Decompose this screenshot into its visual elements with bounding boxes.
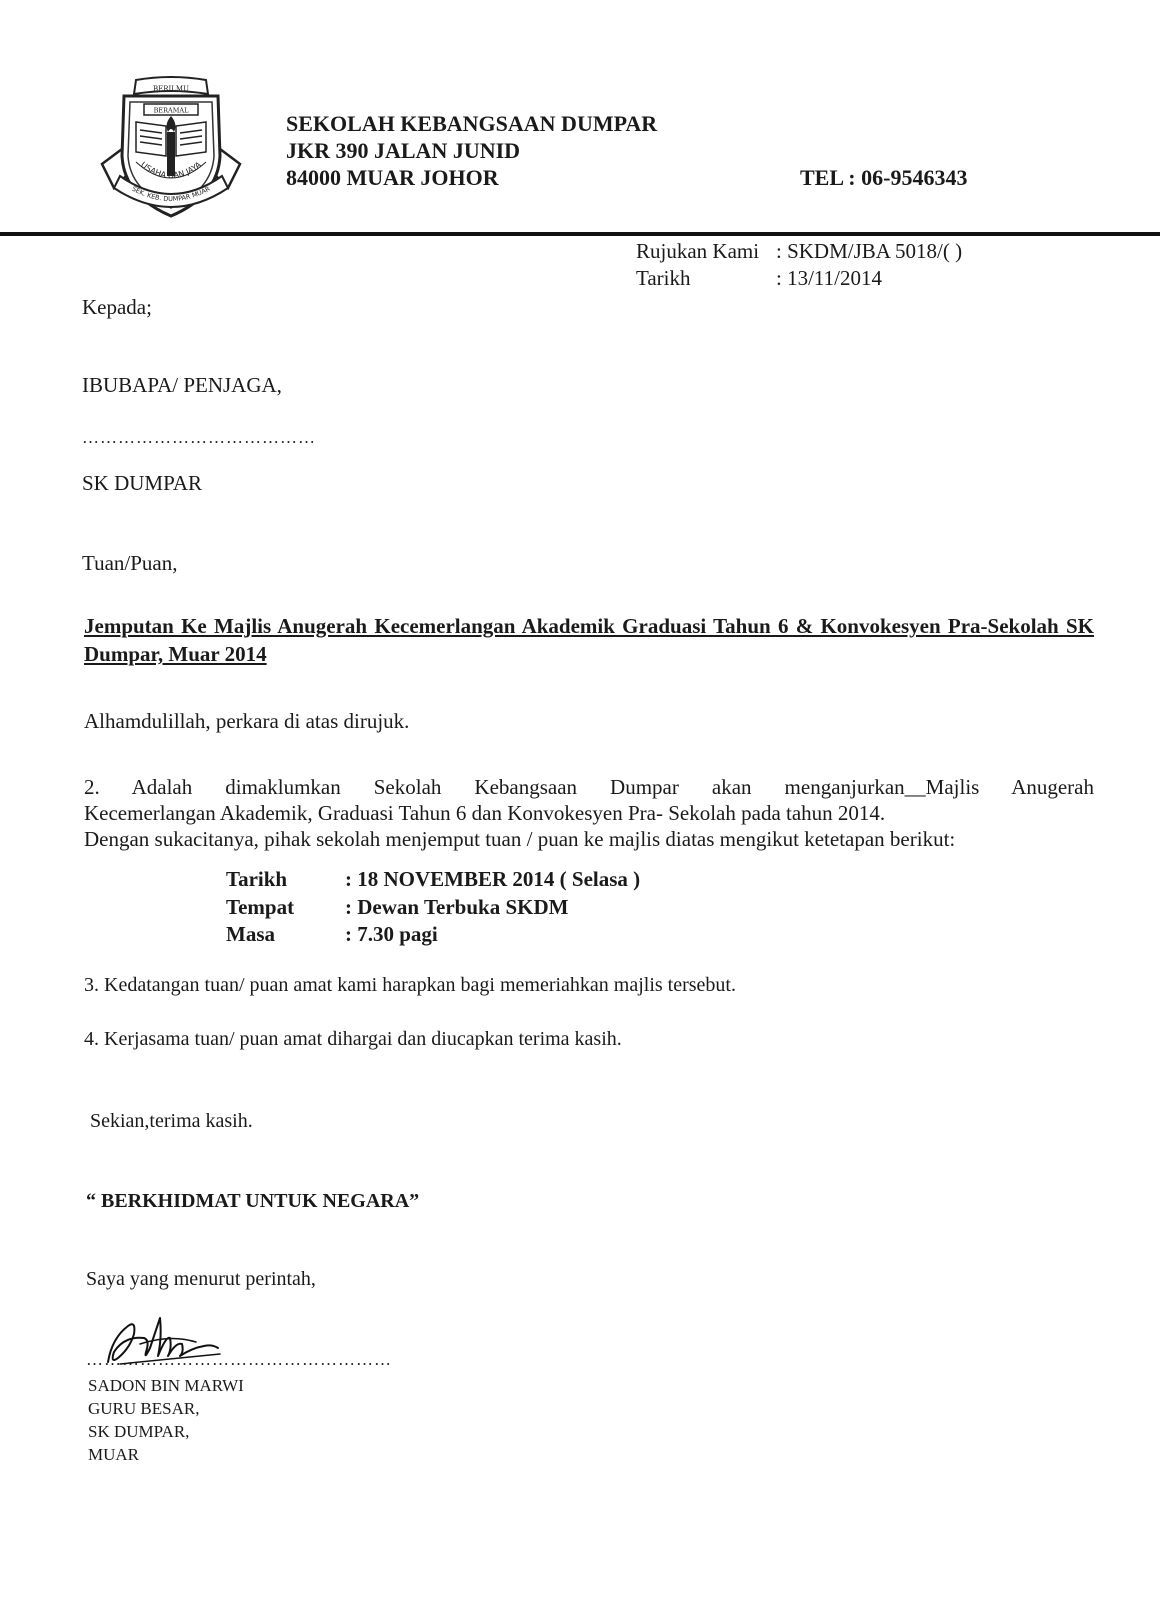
- school-telephone: TEL : 06-9546343: [800, 165, 968, 190]
- body-paragraph-2-line3: Dengan sukacitanya, pihak sekolah menjemput tuan / puan ke majlis diatas mengikut ketetapan berikut:: [84, 827, 956, 851]
- signatory-place: MUAR: [88, 1445, 140, 1464]
- closing-motto: “ BERKHIDMAT UNTUK NEGARA”: [86, 1190, 420, 1212]
- svg-text:BERAMAL: BERAMAL: [153, 106, 189, 115]
- reference-value: : SKDM/JBA 5018/( ): [776, 239, 963, 263]
- reference-date-label: Tarikh: [636, 266, 691, 290]
- signatory-name: SADON BIN MARWI: [88, 1376, 244, 1395]
- recipient-addressee: IBUBAPA/ PENJAGA,: [82, 373, 282, 397]
- event-time-value: : 7.30 pagi: [345, 922, 438, 946]
- school-name: SEKOLAH KEBANGSAAN DUMPAR: [286, 111, 658, 136]
- letterhead-divider: [0, 232, 1160, 236]
- body-paragraph-4: 4. Kerjasama tuan/ puan amat dihargai dan diucapkan terima kasih.: [84, 1028, 622, 1050]
- event-date-value: : 18 NOVEMBER 2014 ( Selasa ): [345, 867, 641, 891]
- svg-text:BERILMU: BERILMU: [152, 85, 190, 93]
- school-address-line1: JKR 390 JALAN JUNID: [286, 138, 521, 163]
- body-paragraph-1: Alhamdulillah, perkara di atas dirujuk.: [84, 709, 410, 733]
- recipient-blank-line: …………………………………: [82, 428, 316, 447]
- closing-thanks: Sekian,terima kasih.: [90, 1110, 253, 1132]
- reference-date-value: : 13/11/2014: [776, 266, 882, 290]
- body-paragraph-2-line1: 2. Adalah dimaklumkan Sekolah Kebangsaan Dumpar akan menganjurkan__Majlis Anugerah: [84, 775, 1094, 799]
- recipient-to-label: Kepada;: [82, 295, 152, 319]
- reference-label: Rujukan Kami: [636, 239, 760, 263]
- body-paragraph-2-line2: Kecemerlangan Akademik, Graduasi Tahun 6 dan Konvokesyen Pra- Sekolah pada tahun 2014.: [84, 801, 886, 825]
- event-venue-value: : Dewan Terbuka SKDM: [345, 895, 569, 919]
- event-date-label: Tarikh: [226, 867, 288, 891]
- event-time-label: Masa: [226, 922, 275, 946]
- recipient-school: SK DUMPAR: [82, 471, 203, 495]
- signatory-school: SK DUMPAR,: [88, 1422, 190, 1441]
- svg-text:USAHA DAN JAYA: USAHA DAN JAYA: [139, 160, 203, 181]
- signature-line: ……………………………………………: [86, 1350, 392, 1369]
- school-crest-logo: [96, 76, 246, 224]
- svg-text:SEK. KEB. DUMPAR MUAR: SEK. KEB. DUMPAR MUAR: [130, 184, 212, 204]
- school-address-line2: 84000 MUAR JOHOR: [286, 165, 499, 190]
- body-paragraph-2: [84, 774, 1094, 852]
- signatory-title: GURU BESAR,: [88, 1399, 200, 1418]
- event-venue-label: Tempat: [226, 895, 295, 919]
- greeting: Tuan/Puan,: [82, 551, 178, 575]
- closing-obey: Saya yang menurut perintah,: [86, 1268, 316, 1290]
- letter-subject: Jemputan Ke Majlis Anugerah Kecemerlangan Akademik Graduasi Tahun 6 & Konvokesyen Pra-Sekolah SK Dumpar, Muar 2014: [84, 614, 1094, 666]
- body-paragraph-3: 3. Kedatangan tuan/ puan amat kami harapkan bagi memeriahkan majlis tersebut.: [84, 974, 736, 996]
